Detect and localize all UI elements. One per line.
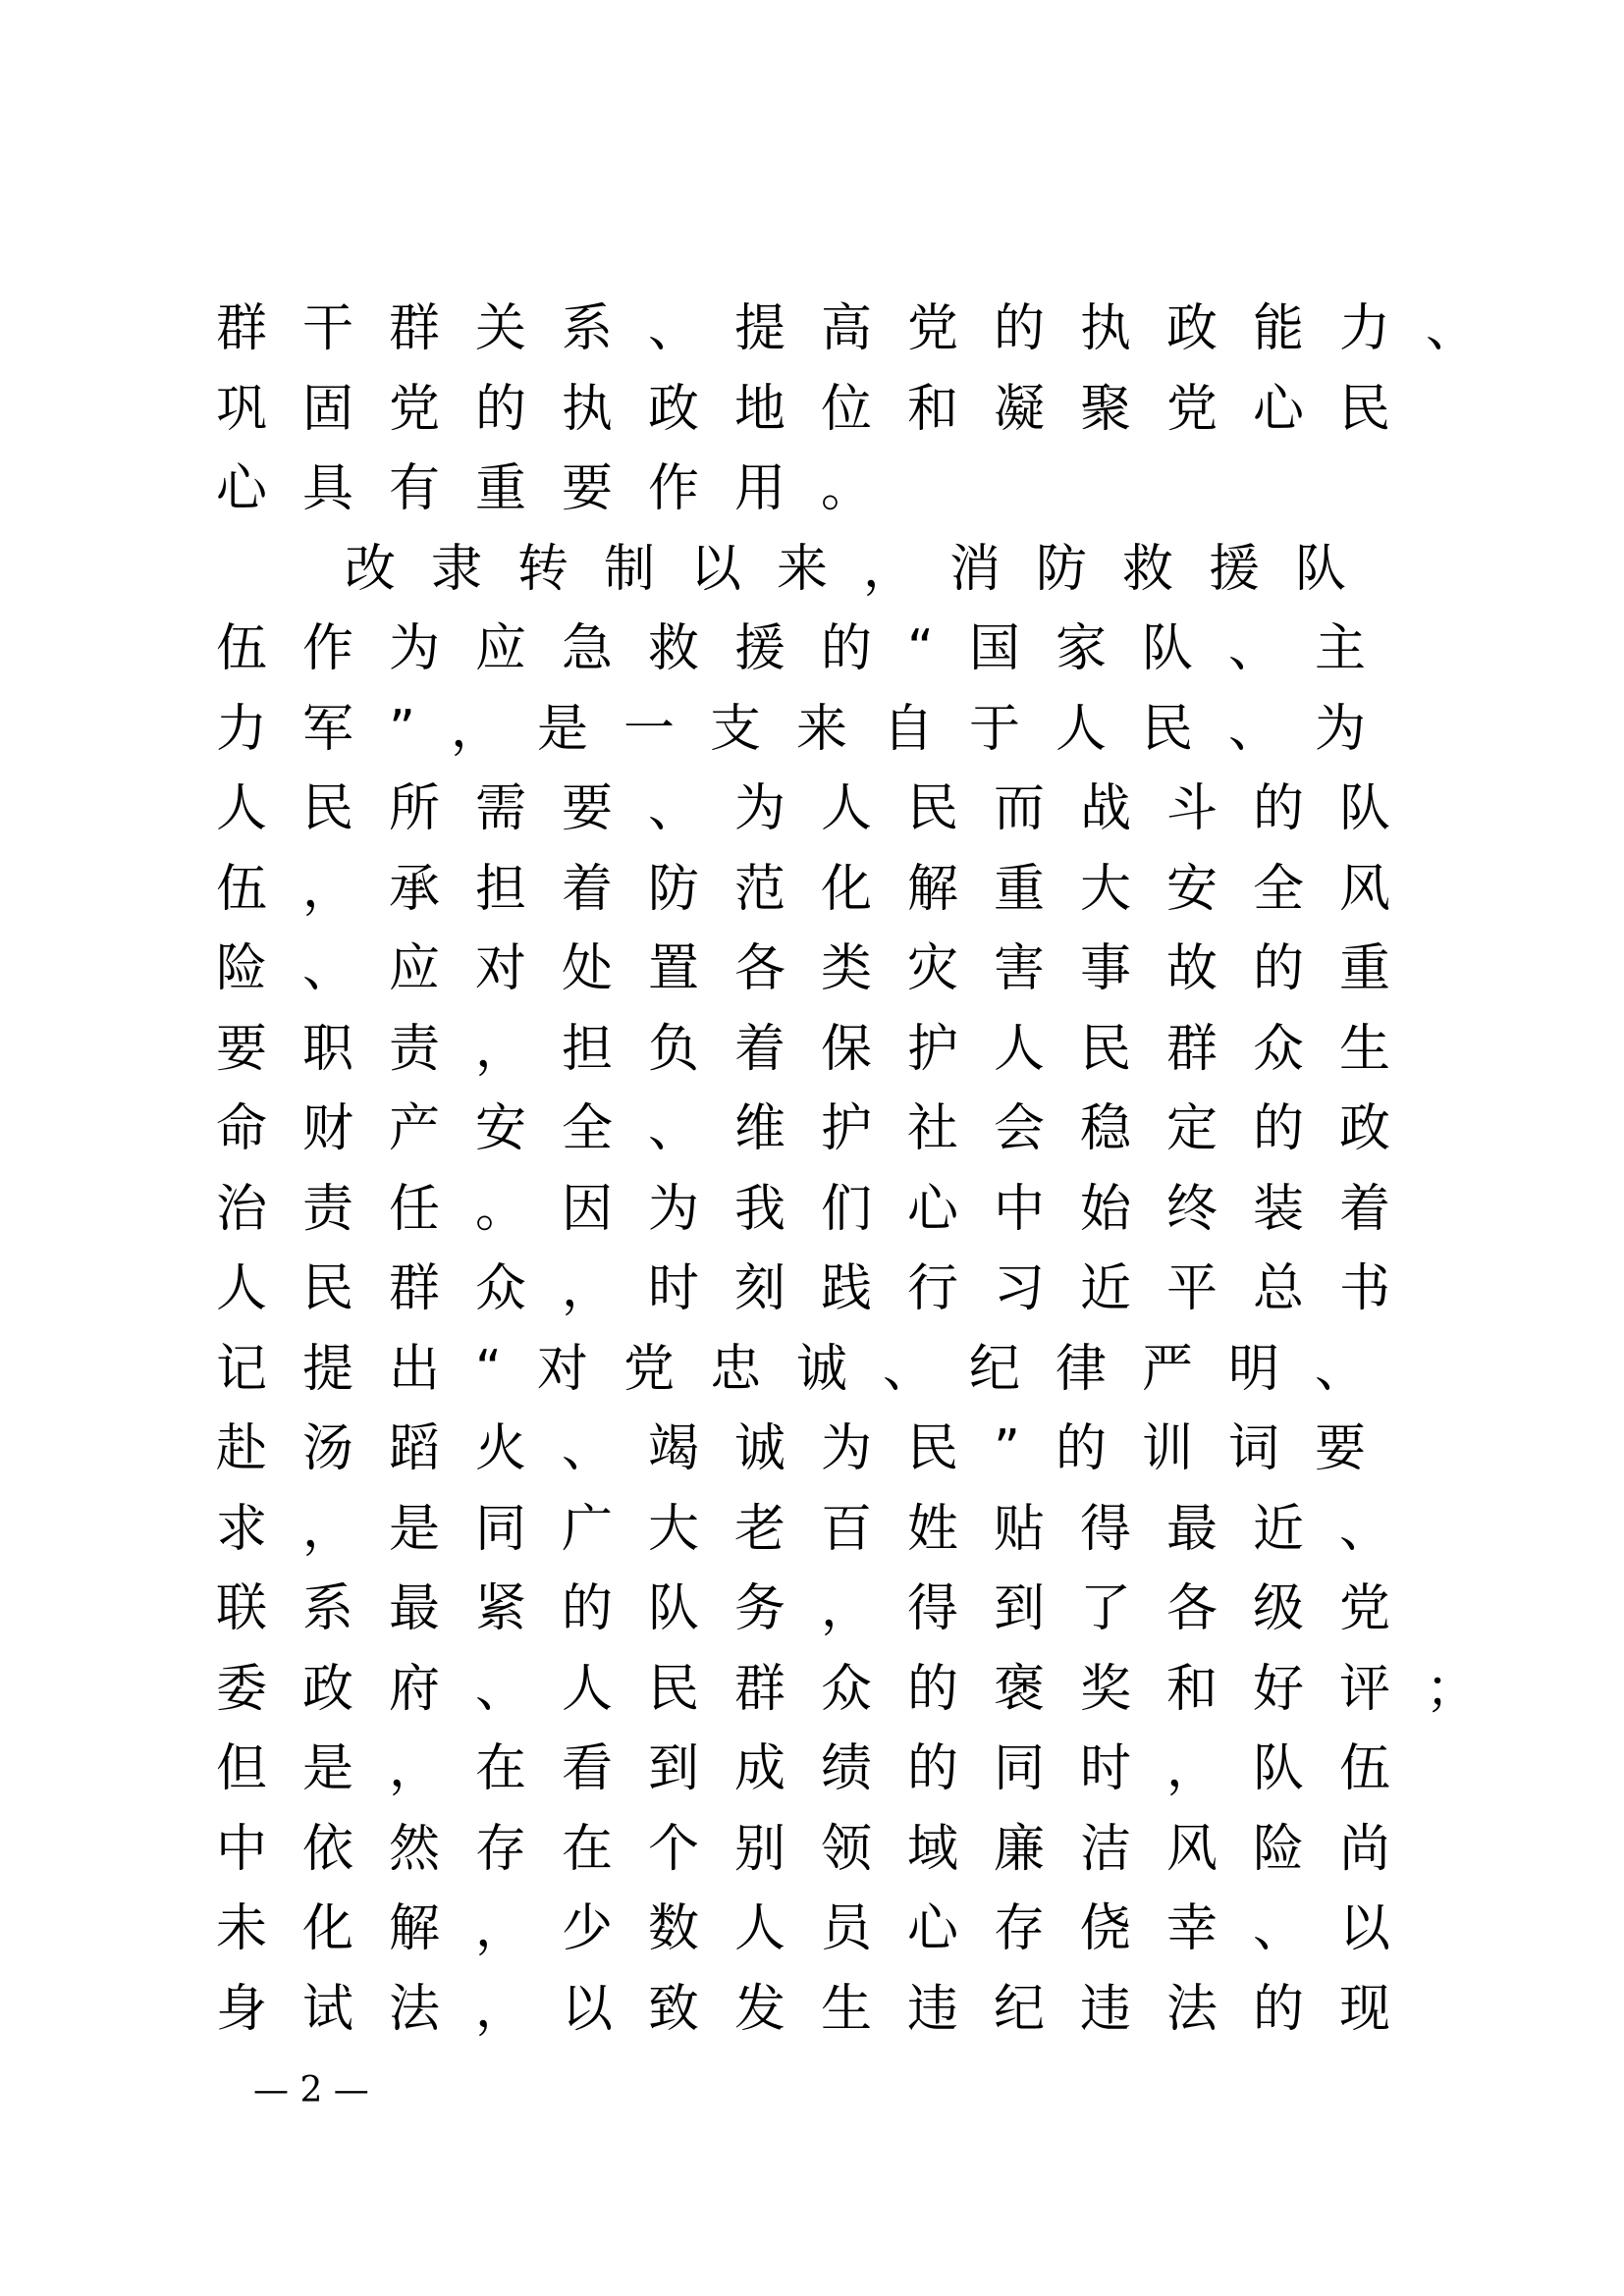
page-number: — 2 — — [253, 2070, 369, 2110]
text-line: 求，是同广大老百姓贴得最近、 — [216, 1499, 1427, 1559]
text-line: 赴汤蹈火、竭诚为民”的训词要 — [216, 1419, 1401, 1478]
text-line: 巩固党的执政地位和凝聚党心民 — [216, 379, 1427, 439]
text-line: 人民所需要、为人民而战斗的队 — [216, 779, 1427, 838]
text-line: 记提出“对党忠诚、纪律严明、 — [216, 1339, 1401, 1399]
text-line: 中依然存在个别领域廉洁风险尚 — [216, 1819, 1427, 1879]
text-line: 伍作为应急救援的“国家队、主 — [216, 619, 1401, 678]
text-line: 未化解，少数人员心存侥幸、以 — [216, 1899, 1427, 1958]
text-line: 险、应对处置各类灾害事故的重 — [216, 939, 1427, 998]
text-line: 力军”，是一支来自于人民、为 — [216, 699, 1401, 759]
text-line: 人民群众，时刻践行习近平总书 — [216, 1259, 1427, 1318]
body-text — [216, 290, 1551, 2050]
text-line: 联系最紧的队务，得到了各级党 — [216, 1579, 1427, 1638]
text-line: 身试法，以致发生违纪违法的现 — [216, 1979, 1427, 2039]
text-line: 但是，在看到成绩的同时，队伍 — [216, 1739, 1427, 1798]
text-line: 委政府、人民群众的褒奖和好评； — [216, 1659, 1513, 1719]
text-line: 伍，承担着防范化解重大安全风 — [216, 859, 1427, 919]
text-line: 命财产安全、维护社会稳定的政 — [216, 1099, 1427, 1158]
paragraph-start-line: 改隶转制以来，消防救援队 — [345, 539, 1382, 599]
text-line: 要职责，担负着保护人民群众生 — [216, 1019, 1427, 1079]
text-line: 群干群关系、提高党的执政能力、 — [216, 299, 1513, 358]
text-line: 心具有重要作用。 — [216, 459, 908, 518]
text-line: 治责任。因为我们心中始终装着 — [216, 1179, 1427, 1239]
